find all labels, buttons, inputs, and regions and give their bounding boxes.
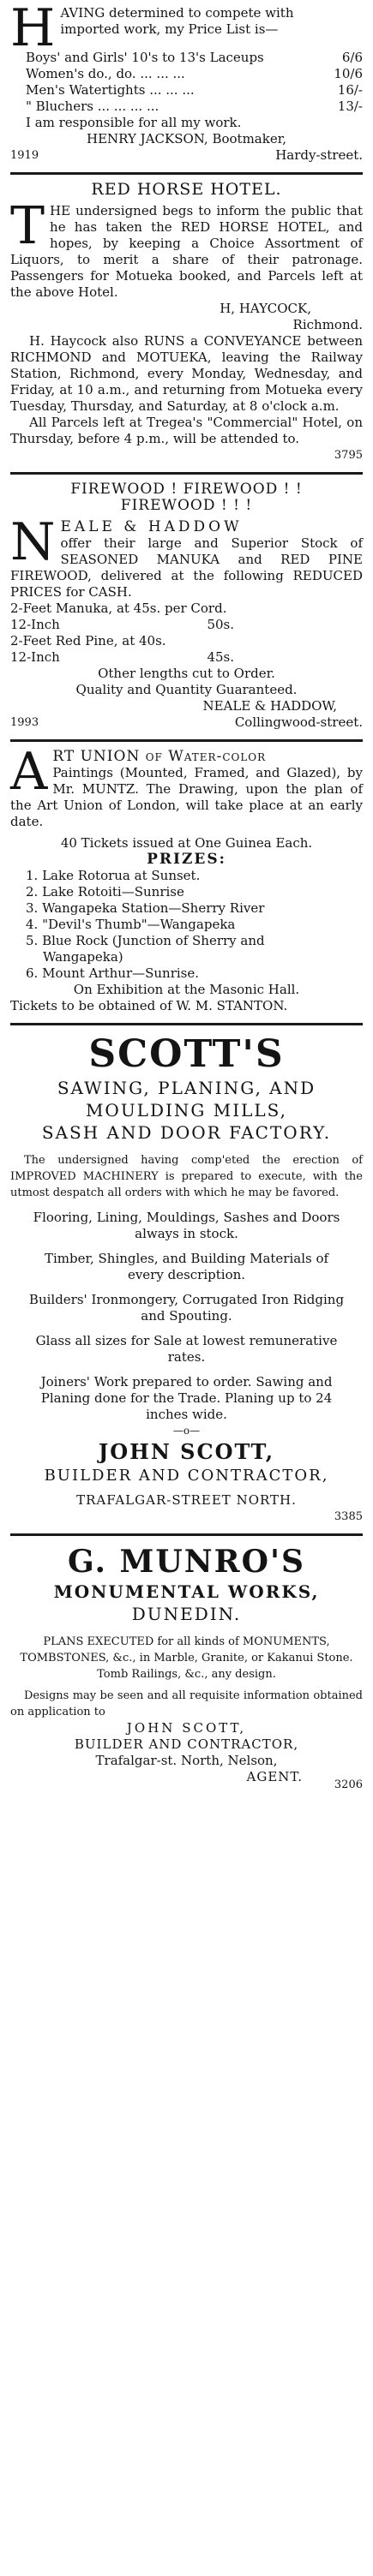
address: Trafalgar-st. North, Nelson, (95, 1753, 278, 1768)
price-value: 6/6 (341, 50, 363, 65)
place: Richmond. (292, 317, 363, 332)
prize-item: 5. Blue Rock (Junction of Sherry and (26, 933, 265, 948)
price-item: Men's Watertights ... ... ... (26, 82, 195, 98)
price-row (10, 82, 363, 99)
rate-value: 50s. (207, 617, 234, 632)
price-item: Boys' and Girls' 10's to 13's Laceups (26, 50, 264, 65)
signature: NEALE & HADDOW, (202, 698, 337, 714)
drop-cap: N (10, 512, 56, 572)
signature: H, HAYCOCK, (220, 301, 311, 316)
ad-text: RT UNION of Water-color (52, 748, 267, 765)
ad-text: On Exhibition at the Masonic Hall. (73, 982, 300, 997)
price-item: Women's do., do. ... ... ... (26, 66, 185, 81)
ad-title: SCOTT'S (88, 1032, 285, 1076)
role: BUILDER AND CONTRACTOR, (74, 1736, 299, 1752)
drop-cap: T (10, 196, 45, 256)
ad-subtitle: MONUMENTAL WORKS, (53, 1581, 320, 1602)
price-value: 13/- (337, 99, 363, 114)
ad-subtitle: SASH AND DOOR FACTORY. (41, 1122, 332, 1143)
divider (10, 1023, 363, 1025)
ad-art-union (10, 742, 363, 1014)
ad-text: All Parcels left at Tregea's "Commercial" Hotel, on Thursday, before 4 p.m., will be attended to. (10, 415, 363, 446)
ad-number: 3206 (334, 1778, 363, 1791)
ornament: —o— (172, 1425, 201, 1437)
rate-value: 45s. (207, 649, 234, 665)
ad-item: Flooring, Lining, Mouldings, Sashes and Doors always in stock. (33, 1210, 340, 1241)
divider (10, 1533, 363, 1536)
divider (10, 739, 363, 742)
rate-label: 12-Inch (10, 617, 60, 632)
signature: HENRY JACKSON, Bootmaker, (87, 131, 286, 146)
ad-text: HE undersigned begs to inform the public that he has taken the RED HORSE HOTEL, and hopes, by keeping a Choice Assortment of Liquors, to merit a share of their patronage. Passengers for Motueka booked, and Parcels left at the above Hotel. (10, 203, 363, 300)
rate-row (10, 649, 363, 666)
ad-item: Glass all sizes for Sale at lowest remunerative rates. (35, 1333, 338, 1365)
ad-text: Quality and Quantity Guaranteed. (75, 682, 298, 697)
price-value: 16/- (337, 82, 363, 98)
street: TRAFALGAR-STREET NORTH. (76, 1492, 297, 1508)
rate-label: 2-Feet Manuka, at 45s. per Cord. (10, 601, 227, 616)
rate-row (10, 617, 363, 633)
name: JOHN SCOTT, (126, 1720, 247, 1736)
price-row (10, 99, 363, 115)
ad-subtitle: DUNEDIN. (131, 1604, 242, 1624)
ad-text: Designs may be seen and all requisite information obtained on application to (10, 1689, 363, 1718)
role: BUILDER AND CONTRACTOR, (44, 1467, 329, 1485)
ad-item: Builders' Ironmongery, Corrugated Iron Ridging and Spouting. (28, 1292, 345, 1324)
ad-title: RED HORSE HOTEL. (91, 180, 282, 199)
ad-text: Other lengths cut to Order. (98, 666, 275, 681)
ad-henry-jackson (10, 0, 363, 164)
ad-text: Paintings (Mounted, Framed, and Glazed), by Mr. MUNTZ. The Drawing, upon the plan of the Art Union of London, will take place at an early date. (10, 765, 363, 829)
street: Collingwood-street. (234, 714, 363, 730)
ad-text: AVING determined to compete with (60, 5, 294, 21)
ad-title: FIREWOOD ! FIREWOOD ! ! (70, 481, 303, 498)
ad-scotts-mills (10, 1032, 363, 1525)
drop-cap: A (10, 742, 48, 802)
prize-item: 4. "Devil's Thumb"—Wangapeka (26, 917, 236, 932)
name: JOHN SCOTT, (98, 1439, 275, 1464)
ad-red-horse-hotel (10, 182, 363, 463)
divider (10, 472, 363, 475)
prize-item: Wangapeka) (43, 949, 123, 965)
ad-subtitle: SAWING, PLANING, AND (57, 1078, 316, 1098)
rate-row (10, 601, 363, 617)
price-item: " Bluchers ... ... ... ... (26, 99, 159, 114)
ad-number: 1919 (10, 149, 39, 162)
ad-title: G. MUNRO'S (68, 1544, 305, 1580)
prize-item: 2. Lake Rotoiti—Sunrise (26, 884, 184, 900)
ad-number: 3385 (334, 1510, 363, 1523)
agent-label: AGENT. (246, 1769, 303, 1784)
ad-item: Joiners' Work prepared to order. Sawing and Planing done for the Trade. Planing up to 24 inches wide. (40, 1374, 333, 1422)
ad-number: 3795 (334, 449, 363, 462)
ad-text: EALE & HADDOW (60, 518, 243, 535)
rate-label: 2-Feet Red Pine, at 40s. (10, 633, 166, 648)
price-row (10, 66, 363, 82)
prizes-title: PRIZES: (147, 851, 226, 868)
ad-text: imported work, my Price List is— (60, 21, 279, 37)
ad-text: H. Haycock also RUNS a CONVEYANCE between RICHMOND and MOTUEKA, leaving the Railway Station, Richmond, every Monday, Wednesday, and Friday, at 10 a.m., and returning from Motueka every Tuesday, Thursday, and Saturday, at 8 o'clock a.m. (10, 333, 363, 414)
divider (10, 172, 363, 175)
price-row (10, 50, 363, 66)
ad-text: 40 Tickets issued at One Guinea Each. (60, 835, 313, 851)
ad-number: 1993 (10, 716, 39, 729)
ad-text: PLANS EXECUTED for all kinds of MONUMENTS, TOMBSTONES, &c., in Marble, Granite, or Kakanui Stone. Tomb Railings, &c., any design. (20, 1635, 353, 1681)
ad-munros-monumental (10, 1543, 363, 1793)
ad-text: Tickets to be obtained of W. M. STANTON. (10, 998, 288, 1013)
ad-title: FIREWOOD ! ! ! (120, 497, 253, 514)
ad-text: The undersigned having comp'eted the erection of IMPROVED MACHINERY is prepared to execute, with the utmost despatch all orders with which he may be favored. (10, 1154, 363, 1199)
ad-text: I am responsible for all my work. (26, 115, 242, 130)
drop-cap: H (10, 0, 56, 58)
street: Hardy-street. (275, 147, 363, 163)
prize-item: 3. Wangapeka Station—Sherry River (26, 900, 265, 916)
ad-item: Timber, Shingles, and Building Materials of every description. (44, 1251, 329, 1282)
rate-label: 12-Inch (10, 649, 60, 665)
ad-subtitle: MOULDING MILLS, (85, 1100, 288, 1121)
ad-text: offer their large and Superior Stock of SEASONED MANUKA and RED PINE FIREWOOD, delivered at the following REDUCED PRICES for CASH. (10, 535, 363, 600)
prize-item: 1. Lake Rotorua at Sunset. (26, 868, 201, 883)
prize-item: 6. Mount Arthur—Sunrise. (26, 965, 200, 981)
price-value: 10/6 (334, 66, 363, 81)
rate-row (10, 633, 363, 649)
ad-firewood (10, 481, 363, 731)
